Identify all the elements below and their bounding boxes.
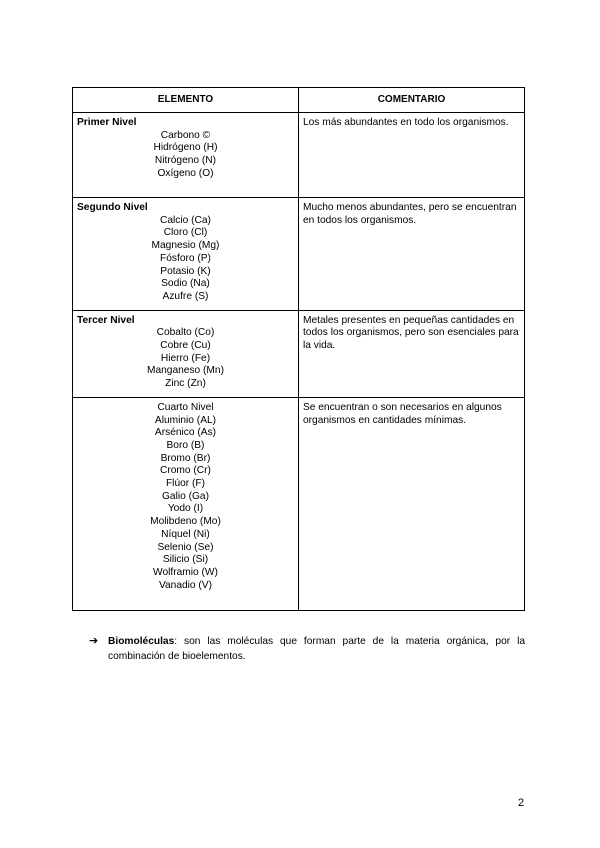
- element-item: Molibdeno (Mo): [150, 516, 221, 528]
- bullet-text: [108, 634, 525, 664]
- element-item: Manganeso (Mn): [146, 365, 224, 377]
- level-title: Segundo Nivel: [77, 202, 148, 213]
- element-item: Galio (Ga): [161, 490, 209, 502]
- element-item: Boro (B): [166, 439, 205, 451]
- element-item: Cobre (Cu): [160, 340, 211, 352]
- comment-cell: Mucho menos abundantes, pero se encuentran en todos los organismos.: [298, 198, 524, 311]
- element-item: Flúor (F): [165, 478, 206, 490]
- level-title: Tercer Nivel: [77, 314, 135, 326]
- element-item: Aluminio (AL): [154, 414, 217, 426]
- element-item: Arsénico (As): [154, 427, 217, 439]
- bioelements-table: [72, 87, 525, 611]
- element-item: Oxígeno (O): [157, 167, 214, 179]
- bullet-definition: : son las moléculas que forman parte de la materia orgánica, por la combinación de bioelementos.: [108, 636, 525, 662]
- element-item: Calcio (Ca): [160, 214, 211, 226]
- page-number: 2: [518, 797, 525, 809]
- element-item: Cromo (Cr): [160, 465, 211, 477]
- element-item: Hierro (Fe): [160, 352, 211, 364]
- level-title: Primer Nivel: [77, 117, 137, 128]
- element-item: Hidrógeno (H): [153, 142, 218, 154]
- element-item: Cobalto (Co): [156, 327, 215, 339]
- element-item: Fósforo (P): [160, 252, 211, 264]
- element-item: Sodio (Na): [161, 278, 210, 290]
- element-item: Zinc (Zn): [165, 378, 206, 390]
- element-cell: [73, 113, 299, 198]
- comment-cell: Se encuentran o son necesarios en algunos organismos en cantidades mínimas.: [298, 397, 524, 610]
- element-cell: [73, 310, 299, 397]
- element-item: Yodo (I): [167, 503, 204, 515]
- element-item: Bromo (Br): [160, 452, 211, 464]
- element-item: Cloro (Cl): [163, 227, 208, 239]
- element-cell: [73, 397, 299, 610]
- biomolecules-bullet: [89, 634, 525, 664]
- element-item: Carbono ©: [160, 129, 211, 141]
- element-cell: [73, 198, 299, 311]
- element-item: Potasio (K): [160, 265, 211, 277]
- element-item: Magnesio (Mg): [151, 240, 220, 252]
- element-item: Nitrógeno (N): [154, 155, 217, 167]
- element-item: Silicio (Si): [162, 554, 209, 566]
- comment-cell: Metales presentes en pequeñas cantidades en todos los organismos, pero son esenciales para la vida.: [298, 310, 524, 397]
- comment-cell: Los más abundantes en todo los organismos.: [298, 113, 524, 198]
- table-row: [73, 397, 525, 610]
- table-row: [73, 310, 525, 397]
- arrow-icon: ➔: [89, 635, 99, 647]
- bullet-term: Biomoléculas: [108, 636, 175, 647]
- element-item: Azufre (S): [162, 290, 209, 302]
- element-item: Selenio (Se): [157, 541, 214, 553]
- element-item: Wolframio (W): [153, 566, 218, 578]
- element-item: Vanadio (V): [158, 579, 212, 591]
- element-item: Cuarto Nivel: [157, 401, 214, 413]
- element-item: Níquel (Ni): [161, 528, 210, 540]
- table-row: [73, 113, 525, 198]
- header-element: ELEMENTO: [73, 88, 299, 113]
- table-header-row: [73, 88, 525, 113]
- table-row: [73, 198, 525, 311]
- header-comment: COMENTARIO: [298, 88, 524, 113]
